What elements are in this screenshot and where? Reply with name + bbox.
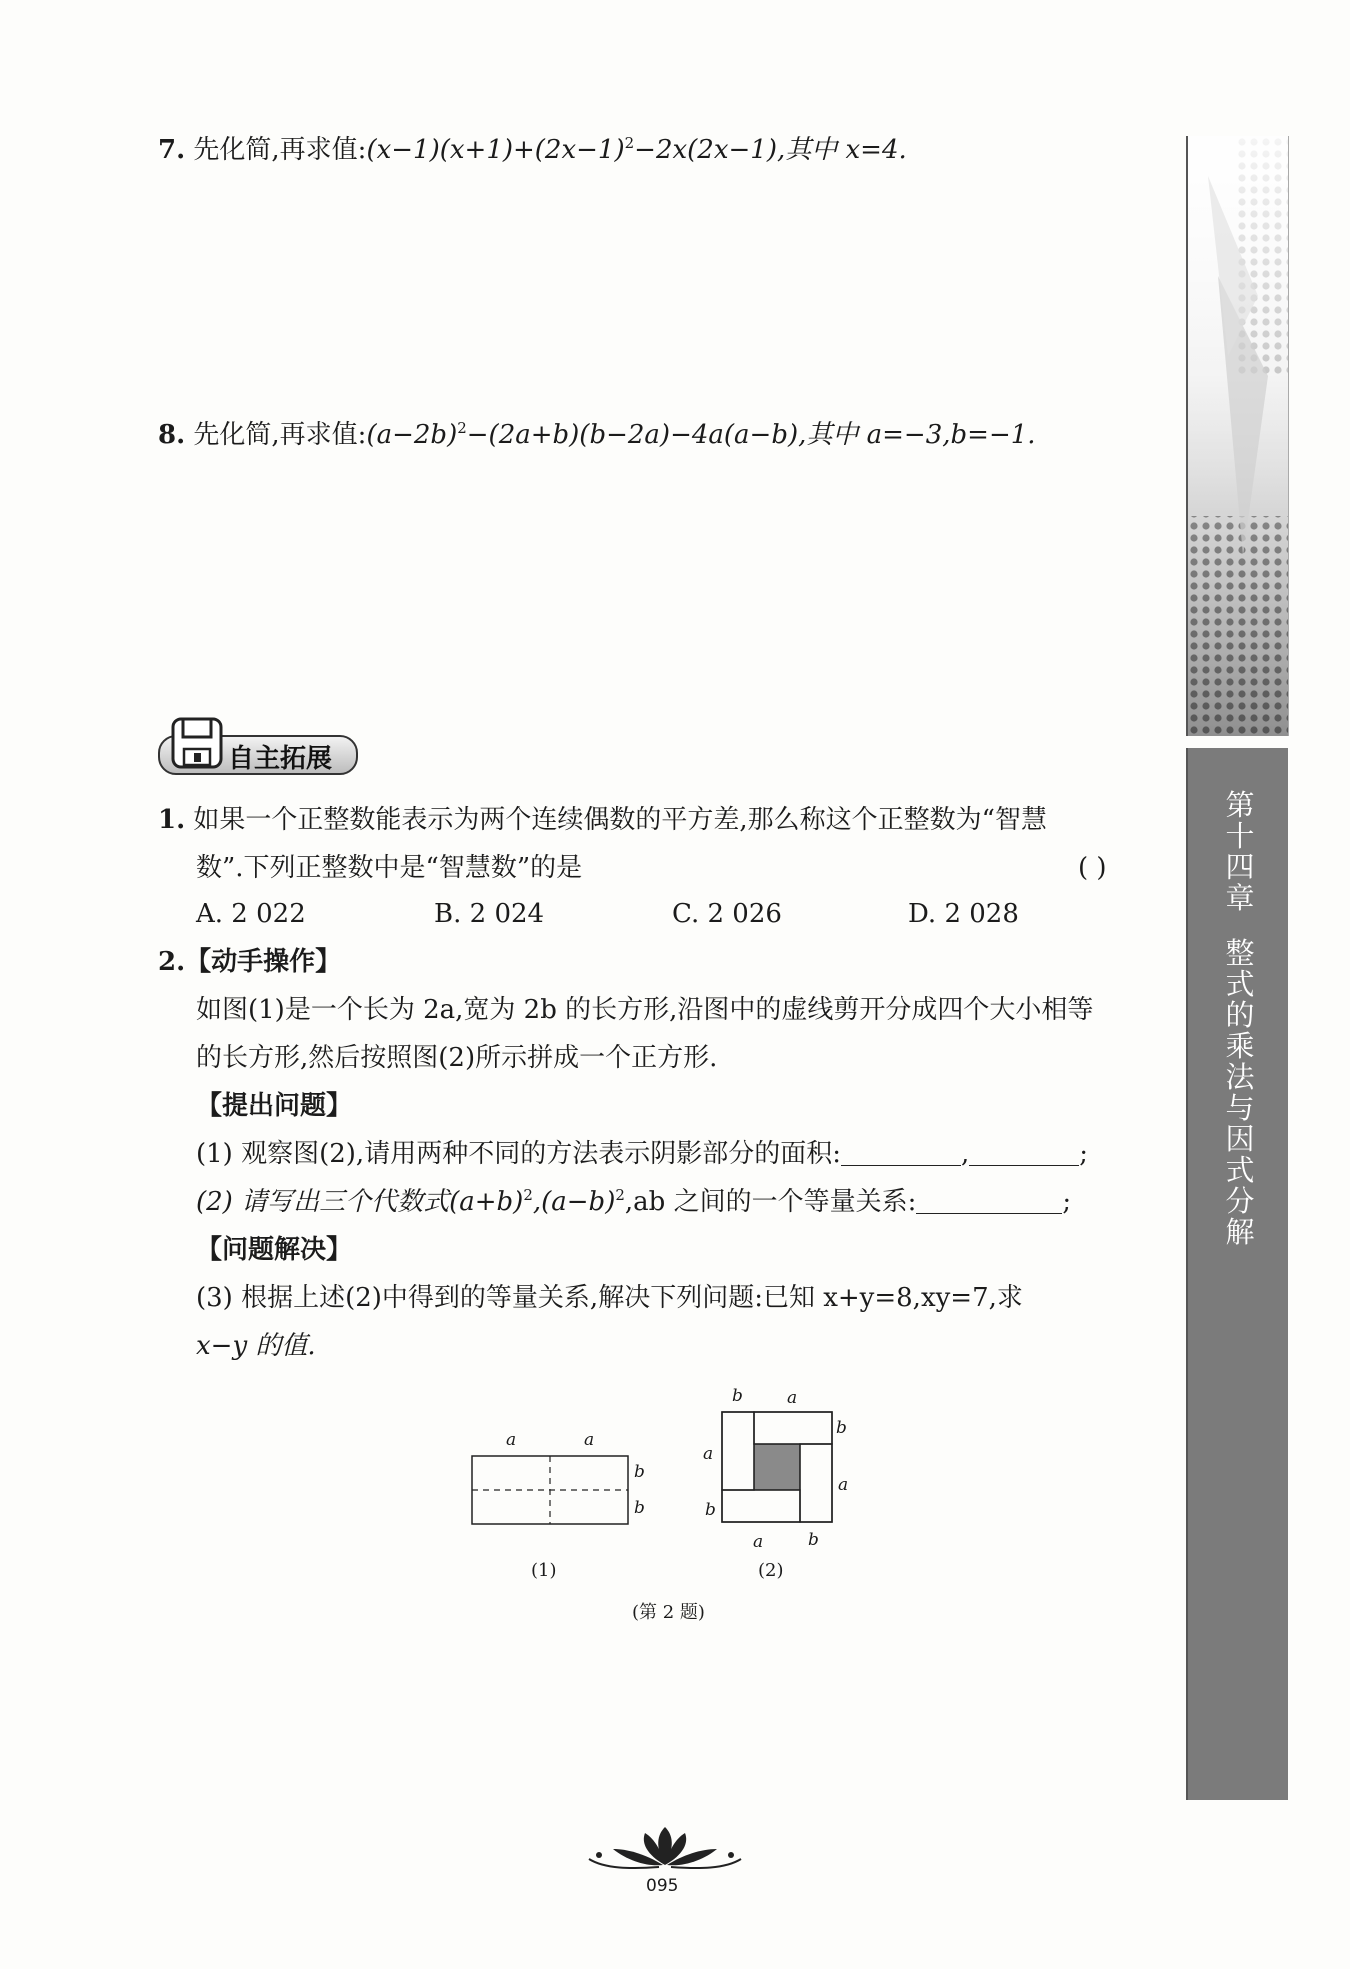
shaded-square [754,1444,800,1490]
piece-right [800,1444,832,1522]
chapter-char: 第 [1225,788,1255,822]
piece-left [722,1412,754,1490]
sub-question-3-line-2: x−y 的值. [196,1331,316,1361]
fig2-label-top-a: a [787,1388,798,1408]
question-8 [158,415,1036,455]
line-end: ; [1062,1187,1072,1217]
answer-blank-2[interactable] [969,1141,1079,1166]
chapter-char: 因 [1225,1122,1255,1156]
question-number: 2. [158,947,186,977]
answer-blank-3[interactable] [916,1189,1062,1214]
option-d: D. 2 028 [908,899,1019,929]
option-b: B. 2 024 [434,899,545,929]
fig2-caption: (2) [758,1560,784,1581]
piece-top [754,1412,832,1444]
fig1-caption: (1) [531,1560,557,1581]
chapter-char: 四 [1225,850,1255,884]
question-1-line-2: 数”.下列正整数中是“智慧数”的是 [196,853,583,883]
section-title: 自主拓展 [228,744,333,774]
question-prefix: 先化简,再求值: [193,420,367,450]
question-2-header [158,942,341,982]
exponent: 2 [615,1186,625,1204]
sub-question-text: ,(a−b) [532,1187,616,1217]
question-expression: (a−2b) [366,420,458,450]
sub-question-1 [196,1134,1088,1174]
question-prefix: 先化简,再求值: [193,135,367,165]
answer-parentheses: ( ) [1078,853,1107,883]
chapter-char: 整 [1225,936,1255,970]
tag-question: 【提出问题】 [196,1091,353,1121]
option-c: C. 2 026 [672,899,782,929]
question-number: 1. [158,805,186,835]
chapter-title [1220,790,1260,1248]
chapter-char: 与 [1225,1091,1255,1125]
question-1-line-1 [158,800,1047,840]
separator: , [960,1139,970,1169]
tag-solve: 【问题解决】 [196,1235,353,1265]
option-a: A. 2 022 [196,899,306,929]
halftone-pattern [1188,136,1288,736]
sub-question-text: (1) 观察图(2),请用两种不同的方法表示阴影部分的面积: [196,1139,841,1169]
chapter-char: 式 [1225,1153,1255,1187]
sub-question-text: (2) 请写出三个代数式(a+b) [196,1187,524,1217]
fig1-label-top-left: a [506,1430,517,1450]
figure-2 [700,1390,860,1550]
fig2-label-left-a: a [703,1444,714,1464]
chapter-char: 式 [1225,967,1255,1001]
floral-ornament-icon [585,1825,745,1875]
fig2-label-top-b: b [732,1386,743,1406]
fig2-label-right-a: a [838,1475,849,1495]
side-tab-decoration [1186,136,1289,736]
page-number: 095 [646,1876,679,1896]
tag-operate: 【动手操作】 [185,947,342,977]
chapter-char: 乘 [1225,1029,1255,1063]
fig2-label-bottom-b: b [808,1530,819,1550]
exponent: 2 [624,134,635,152]
sub-question-3-line-1: (3) 根据上述(2)中得到的等量关系,解决下列问题:已知 x+y=8,xy=7,求 [196,1283,1023,1313]
fig1-label-right-bottom: b [634,1498,645,1518]
piece-bottom [722,1490,800,1522]
question-expression-tail: −(2a+b)(b−2a)−4a(a−b),其中 a=−3,b=−1. [466,420,1036,450]
exponent: 2 [457,419,467,437]
answer-blank-1[interactable] [841,1141,961,1166]
question-text: 如果一个正整数能表示为两个连续偶数的平方差,那么称这个正整数为“智慧 [193,805,1047,835]
floppy-disk-icon [170,716,226,772]
fig2-label-bottom-a: a [753,1532,764,1552]
fig1-label-top-right: a [584,1430,595,1450]
chapter-char: 十 [1225,819,1255,853]
line-end: ; [1079,1139,1088,1169]
chapter-char: 的 [1225,998,1255,1032]
fig2-label-right-b: b [836,1418,847,1438]
question-expression-tail: −2x(2x−1),其中 x=4. [634,135,907,165]
chapter-char: 章 [1225,881,1255,915]
operate-line-1: 如图(1)是一个长为 2a,宽为 2b 的长方形,沿图中的虚线剪开分成四个大小相等 [196,995,1094,1025]
sub-question-text: ,ab 之间的一个等量关系: [624,1187,917,1217]
chapter-char: 解 [1225,1215,1255,1249]
exponent: 2 [523,1186,533,1204]
question-number: 7. [158,135,186,165]
question-expression: (x−1)(x+1)+(2x−1) [366,135,625,165]
question-7 [158,130,907,170]
fig2-label-left-b: b [705,1500,716,1520]
question-number: 8. [158,420,186,450]
chapter-char: 分 [1225,1184,1255,1218]
operate-line-2: 的长方形,然后按照图(2)所示拼成一个正方形. [196,1043,718,1073]
fig1-label-right-top: b [634,1462,645,1482]
chapter-char: 法 [1225,1060,1255,1094]
figure-caption: (第 2 题) [632,1602,705,1623]
sub-question-2 [196,1182,1071,1222]
